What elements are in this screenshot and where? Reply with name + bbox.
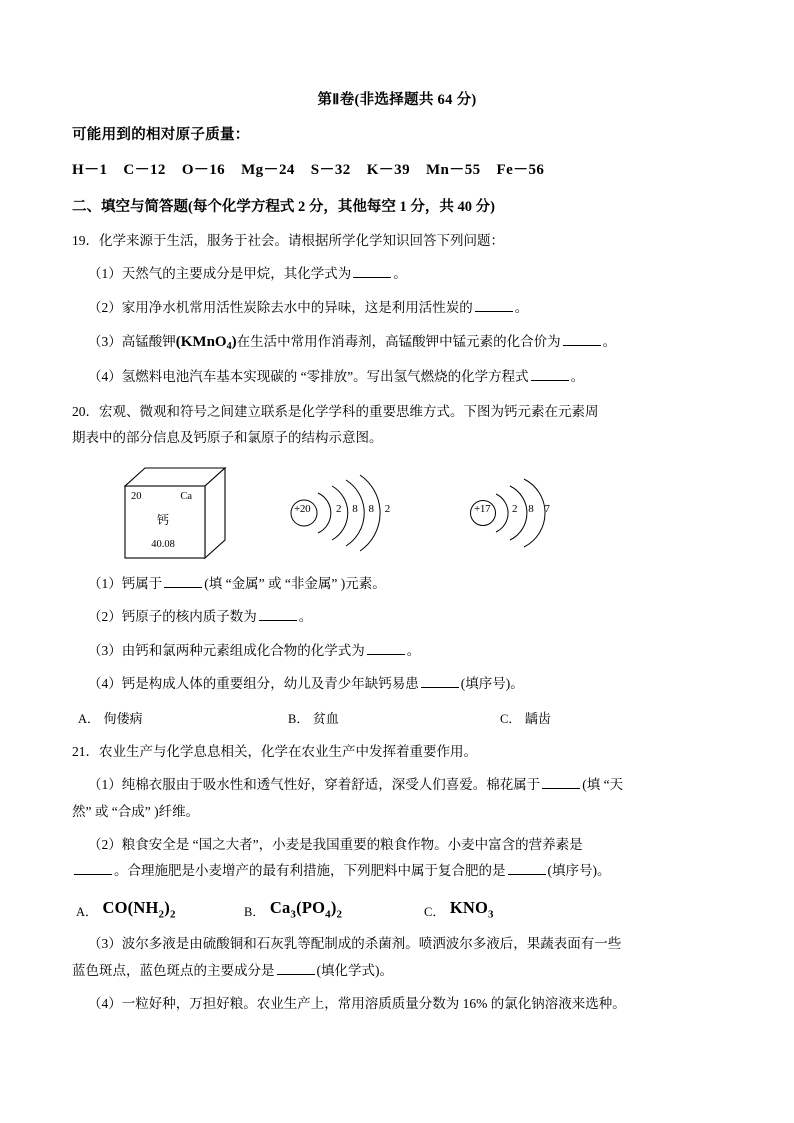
- question-21-sub-2-line2: [72, 858, 722, 884]
- question-20-options: [72, 707, 722, 731]
- element-card-cube: [124, 467, 228, 559]
- question-19-text: 化学来源于生活，服务于社会。请根据所学化学知识回答下列问题：: [99, 233, 504, 248]
- mass-item-c: C－12: [123, 162, 166, 178]
- answer-blank[interactable]: [367, 642, 405, 654]
- q20-stem-2: 期表中的部分信息及钙原子和氯原子的结构示意图。: [72, 429, 383, 445]
- relative-mass-heading: 可能用到的相对原子质量：: [72, 127, 250, 143]
- answer-blank[interactable]: [421, 676, 459, 688]
- fertilizer-option-b[interactable]: [244, 894, 424, 924]
- q19-sub3-tail: 在生活中常用作消毒剂，高锰酸钾中锰元素的化合价为: [236, 333, 561, 349]
- section-heading: 二、填空与简答题(每个化学方程式 2 分，其他每空 1 分，共 40 分): [72, 199, 495, 215]
- question-19-number: 19．: [72, 233, 99, 248]
- q20-stem-1: 宏观、微观和符号之间建立联系是化学学科的重要思维方式。下图为钙元素在元素周: [99, 403, 599, 419]
- question-19-sub-1: （1）天然气的主要成分是甲烷，其化学式为 。: [88, 266, 407, 282]
- q21-sub1-text: （1）纯棉衣服由于吸水性和透气性好，穿着舒适，深受人们喜爱。棉花属于: [88, 777, 541, 793]
- answer-blank[interactable]: [353, 266, 391, 278]
- element-name: 钙: [156, 513, 170, 528]
- mass-item-s: S－32: [310, 162, 351, 178]
- question-19-sub-4: （4）氢燃料电池汽车基本实现碳的 “零排放”。写出氢气燃烧的化学方程式 。: [88, 369, 585, 385]
- question-19-sub-3: （3）高锰酸钾(KMnO$_4$)在生活中常用作消毒剂，高锰酸钾中锰元素的化合价为 。: [88, 333, 617, 352]
- question-19-stem: [72, 228, 722, 254]
- element-symbol: Ca: [180, 491, 192, 503]
- q20-sub4-tail: (填序号)。: [460, 676, 524, 692]
- question-21-sub-1-line2: [72, 799, 722, 825]
- mass-item-k: K－39: [366, 162, 410, 178]
- answer-blank[interactable]: [531, 369, 569, 381]
- answer-blank[interactable]: [563, 333, 601, 345]
- q19-sub4-text: （4）氢燃料电池汽车基本实现碳的 “零排放”。写出氢气燃烧的化学方程式: [88, 369, 529, 385]
- question-20-sub-3: （3）由钙和氯两种元素组成化合物的化学式为 。: [88, 642, 421, 658]
- relative-masses-list: [72, 158, 722, 179]
- mass-item-mn: Mn－55: [426, 162, 481, 178]
- atomic-number: 20: [131, 491, 142, 503]
- option-c-label: C．: [500, 712, 521, 727]
- option-c-text: 龋齿: [524, 711, 551, 727]
- option-c[interactable]: [500, 707, 680, 731]
- q20-sub1-tail: (填 “金属” 或 “非金属” )元素。: [204, 576, 386, 592]
- fertilizer-option-c[interactable]: [424, 894, 494, 924]
- fertilizer-option-c-label: C．: [424, 905, 445, 920]
- q20-sub4-text: （4）钙是构成人体的重要组分，幼儿及青少年缺钙易患: [88, 676, 419, 692]
- fertilizer-option-a-formula: $CO(NH_2)_2$: [102, 898, 176, 921]
- fertilizer-option-b-formula: $Ca_3(PO_4)_2$: [269, 898, 343, 921]
- q21-sub2-text2: 。合理施肥是小麦增产的最有利措施，下列肥料中属于复合肥的是: [114, 863, 506, 879]
- answer-blank[interactable]: [277, 962, 315, 974]
- question-21-stem: [72, 739, 722, 765]
- atom-diagram-calcium: [288, 469, 438, 557]
- q21-sub2-tail: (填序号)。: [547, 863, 611, 879]
- option-b-label: B．: [288, 712, 309, 727]
- option-b-text: 贫血: [312, 711, 339, 727]
- answer-blank[interactable]: [259, 609, 297, 621]
- q21-sub1-tail: (填 “天: [582, 777, 624, 793]
- q21-sub2-text: （2）粮食安全是 “国之大者”，小麦是我国重要的粮食作物。小麦中富含的营养素是: [88, 836, 583, 852]
- chlorine-nucleus-charge: +17: [474, 503, 491, 516]
- element-card-text: [124, 485, 202, 557]
- q21-sub4-text: （4）一粒好种，万担好粮。农业生产上，常用溶质质量分数为 16% 的氯化钠溶液来选种。: [88, 996, 626, 1012]
- mass-item-fe: Fe－56: [496, 162, 545, 178]
- option-b[interactable]: [288, 707, 500, 731]
- atom-diagram-chlorine: [468, 469, 618, 557]
- fertilizer-option-b-label: B．: [244, 905, 265, 920]
- question-20-sub-4: [72, 671, 722, 697]
- fertilizer-option-c-formula: $KNO_3$: [449, 898, 494, 921]
- question-20-figures: [72, 465, 722, 561]
- question-21-sub-4: [72, 991, 722, 1017]
- question-20-stem-line2: [72, 425, 722, 451]
- q21-sub3-text2: 蓝色斑点，蓝色斑点的主要成分是: [72, 962, 275, 978]
- page-footer-space: [72, 1017, 722, 1027]
- question-21-number: 21．: [72, 743, 99, 759]
- answer-blank[interactable]: [508, 863, 546, 875]
- question-21-fertilizer-options: [72, 894, 722, 924]
- question-21-sub-1-line1: [72, 772, 722, 798]
- q19-sub1-text: （1）天然气的主要成分是甲烷，其化学式为: [88, 266, 352, 282]
- calcium-shell-electrons: 2 8 8 2: [336, 503, 395, 516]
- page-title: 第Ⅱ卷(非选择题共 64 分): [317, 92, 477, 108]
- q20-sub3-text: （3）由钙和氯两种元素组成化合物的化学式为: [88, 642, 365, 658]
- chlorine-shell-electrons: 2 8 7: [512, 503, 554, 516]
- answer-blank[interactable]: [74, 863, 112, 875]
- option-a-label: A．: [78, 712, 100, 727]
- calcium-nucleus-charge: +20: [294, 503, 311, 516]
- option-a[interactable]: [72, 707, 288, 731]
- answer-blank[interactable]: [475, 299, 513, 311]
- q21-sub3-text: （3）波尔多液是由硫酸铜和石灰乳等配制成的杀菌剂。喷洒波尔多液后，果蔬表面有一些: [88, 936, 622, 952]
- mass-item-o: O－16: [181, 162, 226, 178]
- mass-item-h: H－1: [72, 162, 108, 178]
- element-mass: 40.08: [151, 539, 175, 551]
- q21-sub3-tail: (填化学式)。: [316, 962, 393, 978]
- q20-sub1-text: （1）钙属于: [88, 576, 163, 592]
- mass-item-mg: Mg－24: [241, 162, 295, 178]
- fertilizer-option-a[interactable]: [72, 894, 244, 924]
- kmno4-formula: (KMnO$_4$): [175, 333, 237, 352]
- q20-sub2-text: （2）钙原子的核内质子数为: [88, 609, 257, 625]
- question-20-sub-2: （2）钙原子的核内质子数为 。: [88, 609, 313, 625]
- question-20-sub-1: [72, 571, 722, 597]
- question-20-stem-line1: [72, 399, 722, 425]
- q21-sub1-text2: 然” 或 “合成” )纤维。: [72, 803, 200, 819]
- q19-sub2-text: （2）家用净水机常用活性炭除去水中的异味，这是利用活性炭的: [88, 299, 473, 315]
- question-21-sub-2-line1: [72, 832, 722, 858]
- q21-stem-text: 农业生产与化学息息相关，化学在农业生产中发挥着重要作用。: [99, 743, 477, 759]
- question-20-number: 20．: [72, 403, 99, 419]
- answer-blank[interactable]: [164, 576, 202, 588]
- answer-blank[interactable]: [542, 777, 580, 789]
- option-a-text: 佝偻病: [103, 711, 143, 727]
- question-21-sub-3-line2: [72, 958, 722, 984]
- question-19-sub-2: （2）家用净水机常用活性炭除去水中的异味，这是利用活性炭的 。: [88, 299, 529, 315]
- q19-sub3-text: （3）高锰酸钾: [88, 333, 176, 349]
- question-21-sub-3-line1: [72, 931, 722, 957]
- fertilizer-option-a-label: A．: [76, 905, 98, 920]
